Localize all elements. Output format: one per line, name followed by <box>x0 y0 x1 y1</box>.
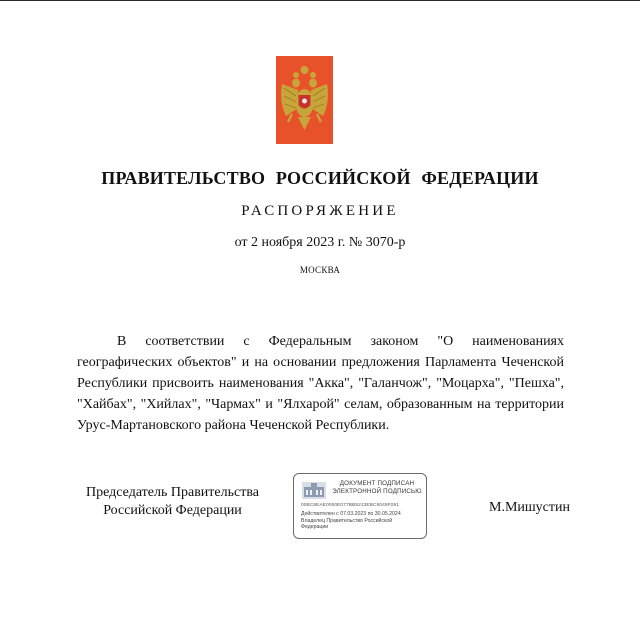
stamp-owner-line-1: Владелец Правительство Российской <box>301 518 393 524</box>
government-title: ПРАВИТЕЛЬСТВО РОССИЙСКОЙ ФЕДЕРАЦИИ <box>101 168 539 188</box>
document-date-number: от 2 ноября 2023 г. № 3070-р <box>234 235 406 250</box>
decree-body-text: В соответствии с Федеральным законом "О наименованиях географических объектов" и на основании предложения Парламента Чеченской Республики присвоить наименования "Акка", "Галанчож", "Моцарха", "Пешха", "Хайбах", "Хийлах", "Чармах" и "Ялхарой" селам, образованным на территории Урус-Мартановского района Чеченской Республики. <box>77 334 564 433</box>
stamp-heading <box>328 480 426 496</box>
signer-position-line-1: Председатель Правительства <box>86 485 259 500</box>
document-city: МОСКВА <box>299 265 341 275</box>
top-rule <box>0 0 640 1</box>
electronic-signature-stamp <box>293 473 427 539</box>
document-type: РАСПОРЯЖЕНИЕ <box>241 203 399 219</box>
stamp-owner <box>301 518 421 530</box>
stamp-heading-line-1: ДОКУМЕНТ ПОДПИСАН <box>339 480 415 487</box>
stamp-validity: Действителен с 07.03.2023 по 30.05.2024 <box>301 511 401 517</box>
signer-position <box>70 484 275 520</box>
signer-name: М.Мишустин <box>489 500 570 515</box>
stamp-certificate-serial: 00BC6EAE0000E077BB5213EBC6049F091 <box>301 503 399 508</box>
signer-position-line-2: Российской Федерации <box>103 503 242 518</box>
government-building-icon <box>302 482 326 499</box>
stamp-heading-line-2: ЭЛЕКТРОННОЙ ПОДПИСЬЮ <box>332 488 422 495</box>
coat-of-arms-icon <box>276 56 333 144</box>
stamp-owner-line-2: Федерации <box>301 524 329 530</box>
